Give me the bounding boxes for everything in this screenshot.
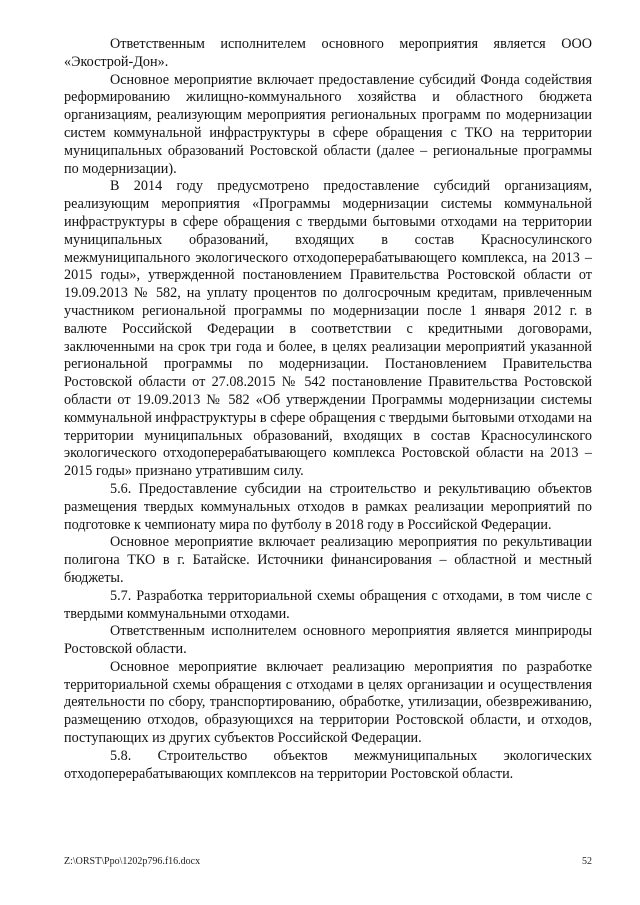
paragraph-responsible-executor: Ответственным исполнителем основного мероприятия является ООО «Экострой-Дон». <box>64 36 592 70</box>
paragraph-section-5-6: 5.6. Предоставление субсидии на строительство и рекультивацию объектов размещения твердых коммунальных отходов в рамках реализации мероприятий по подготовке к чемпионату мира по футболу в 2018 году в Российской Федерации. <box>64 480 592 533</box>
page-number: 52 <box>582 856 592 867</box>
paragraph-section-5-7: 5.7. Разработка территориальной схемы обращения с отходами, в том числе с твердыми коммунальными отходами. <box>64 587 592 622</box>
document-body <box>64 36 592 783</box>
paragraph-2014-subsidies: В 2014 году предусмотрено предоставление субсидий организациям, реализующим мероприятия «Программы модернизации системы коммунальной инфраструктуры в сфере обращения с твердыми бытовыми отходами на территории муниципальных образований, входящих в состав Красносулинского межмуниципального экологического отходоперерабатывающего комплекса, на 2013 – 2015 годы», утвержденной постановлением Правительства Ростовской области от 19.09.2013 № 582, на уплату процентов по долгосрочным кредитам, привлеченным участником региональной программы по модернизации после 1 января 2012 г. в валюте Российской Федерации в соответствии с кредитными договорами, заключенными на срок три года и более, в целях реализации мероприятий указанной региональной программы по модернизации. Постановлением Правительства Ростовской области от 27.08.2015 № 542 постановление Правительства Ростовской области от 19.09.2013 № 582 «Об утверждении Программы модернизации системы коммунальной инфраструктуры в сфере обращения с твердыми бытовыми отходами на территории муниципальных образований, входящих в состав Красносулинского экологического отходоперерабатывающего комплекса Ростовской области на 2013 – 2015 годы» признано утратившим силу. <box>64 178 592 480</box>
paragraph-main-activity-subsidies: Основное мероприятие включает предоставление субсидий Фонда содействия реформированию жилищно-коммунального хозяйства и областного бюджета организациям, реализующим мероприятия региональных программ по модернизации систем коммунальной инфраструктуры в сфере обращения с ТКО на территории муниципальных образований Ростовской области (далее – региональные программы по модернизации). <box>64 71 592 177</box>
paragraph-minprirody-executor: Ответственным исполнителем основного мероприятия является минприроды Ростовской области. <box>64 623 592 658</box>
footer-file-path: Z:\ORST\Ppo\1202p796.f16.docx <box>64 856 201 867</box>
paragraph-territorial-scheme: Основное мероприятие включает реализацию мероприятия по разработке территориальной схемы обращения с отходами в целях организации и осуществления деятельности по сбору, транспортированию, обработке, утилизации, обезвреживанию, размещению отходов, образующихся на территории Ростовской области, и отходов, поступающих из других субъектов Российской Федерации. <box>64 658 592 747</box>
paragraph-bataysk-recultivation: Основное мероприятие включает реализацию мероприятия по рекультивации полигона ТКО в г. Батайске. Источники финансирования – областной и местный бюджеты. <box>64 534 592 586</box>
paragraph-section-5-8: 5.8. Строительство объектов межмуниципальных экологических отходоперерабатывающих комплексов на территории Ростовской области. <box>64 747 592 782</box>
